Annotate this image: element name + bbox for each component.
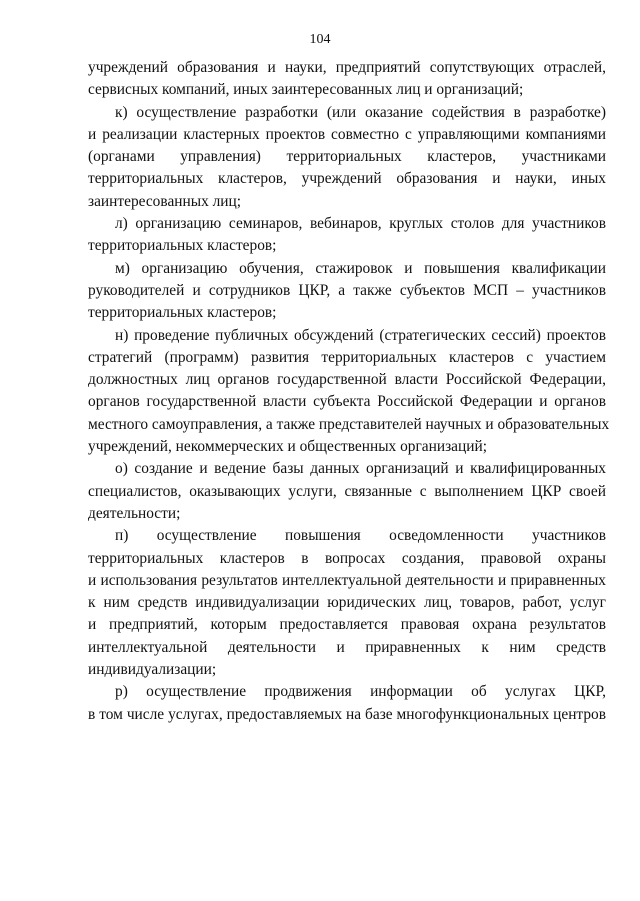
text-line: р) осуществление продвижения информации об услугах ЦКР, (115, 683, 606, 701)
paragraph (88, 102, 606, 213)
text-line: учреждений образования и науки, предприятий сопутствующих отраслей, (88, 59, 606, 76)
text-line: л) организацию семинаров, вебинаров, круглых столов для участников (115, 215, 606, 233)
text-line: и использования результатов интеллектуальной деятельности и приравненных (88, 571, 606, 589)
text-line: территориальных кластеров; (88, 304, 277, 322)
text-line: к) осуществление разработки (или оказание содействия в разработке) (115, 103, 606, 121)
text-line: территориальных кластеров, учреждений образования и науки, иных (88, 170, 606, 188)
paragraph (88, 258, 606, 325)
text-line: специалистов, оказывающих услуги, связанные с выполнением ЦКР своей (88, 482, 606, 500)
text-line: о) создание и ведение базы данных организаций и квалифицированных (115, 460, 606, 478)
text-line: (органами управления) территориальных кластеров, участниками (88, 148, 606, 166)
paragraph (88, 525, 606, 681)
paragraph (88, 57, 606, 102)
page-number: 104 (309, 32, 331, 47)
text-line: органов государственной власти субъекта Российской Федерации и органов (88, 393, 606, 411)
text-line: п) осуществление повышения осведомленности участников (115, 527, 606, 545)
paragraph (88, 681, 606, 726)
text-line: должностных лиц органов государственной власти Российской Федерации, (88, 371, 606, 389)
text-line: н) проведение публичных обсуждений (стратегических сессий) проектов (115, 326, 606, 344)
text-line: и реализации кластерных проектов совместно с управляющими компаниями (88, 125, 606, 143)
text-line: индивидуализации; (88, 661, 217, 679)
text-line: заинтересованных лиц; (88, 192, 242, 210)
text-line: в том числе услугах, предоставляемых на базе многофункциональных центров (88, 705, 606, 723)
paragraph (88, 213, 606, 258)
text-line: территориальных кластеров в вопросах создания, правовой охраны (88, 549, 606, 567)
text-line: сервисных компаний, иных заинтересованных лиц и организаций; (88, 81, 524, 99)
text-line: деятельности; (88, 504, 181, 522)
document-body (88, 57, 610, 726)
text-line: учреждений, некоммерческих и общественных организаций; (88, 438, 487, 456)
text-line: м) организацию обучения, стажировок и повышения квалификации (115, 259, 606, 277)
text-line: местного самоуправления, а также представителей научных и образовательных (88, 415, 610, 433)
text-line: интеллектуальной деятельности и приравненных к ним средств (88, 638, 606, 656)
text-line: к ним средств индивидуализации юридических лиц, товаров, работ, услуг (88, 594, 606, 612)
text-line: руководителей и сотрудников ЦКР, а также субъектов МСП – участников (88, 281, 606, 299)
text-line: территориальных кластеров; (88, 237, 277, 255)
paragraph (88, 458, 606, 525)
paragraph (88, 325, 610, 459)
text-line: и предприятий, которым предоставляется правовая охрана результатов (88, 616, 606, 634)
text-line: стратегий (программ) развития территориальных кластеров с участием (88, 348, 606, 366)
